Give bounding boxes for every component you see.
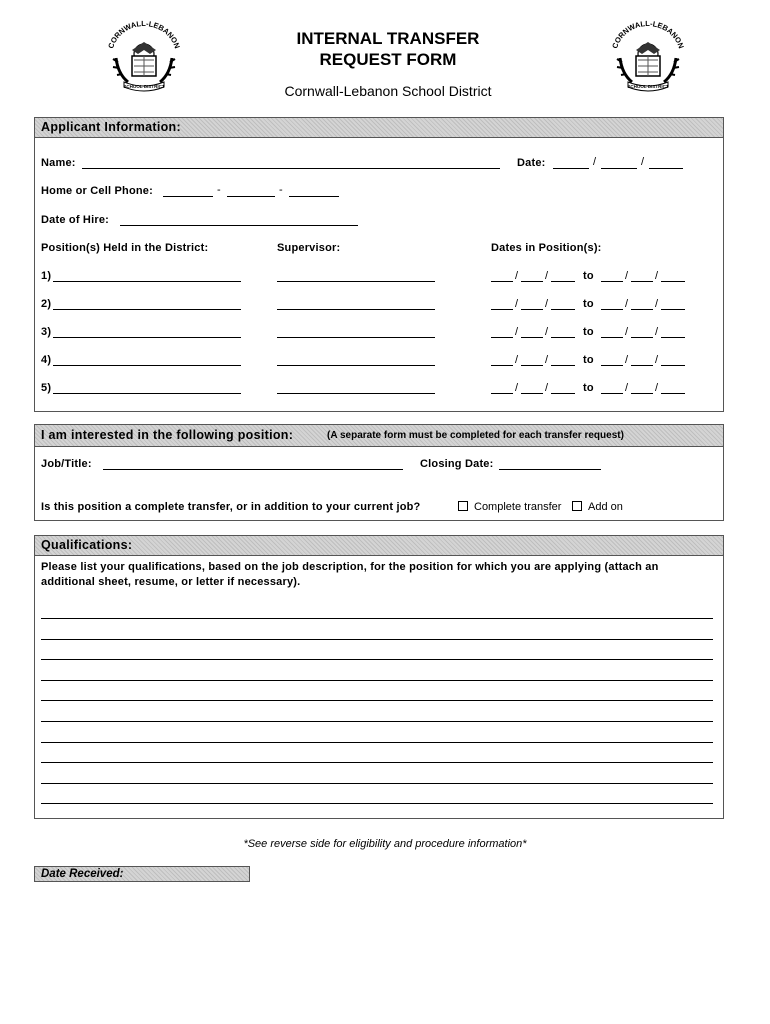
date-sep: / bbox=[655, 270, 659, 282]
qualifications-line[interactable] bbox=[41, 618, 713, 619]
district-seal-logo-left bbox=[94, 16, 194, 96]
date-month-field[interactable] bbox=[553, 168, 589, 169]
hire-date-field[interactable] bbox=[120, 225, 358, 226]
to-label: to bbox=[583, 326, 594, 338]
position-field[interactable] bbox=[53, 309, 241, 310]
from-date-field[interactable] bbox=[521, 393, 543, 394]
applicant-heading: Applicant Information: bbox=[41, 120, 181, 134]
date-sep: / bbox=[515, 326, 519, 338]
qualifications-instructions-line1: Please list your qualifications, based on the job description, for the position for which you are applying (attach an bbox=[41, 561, 659, 573]
position-section-header bbox=[35, 425, 723, 447]
to-date-field[interactable] bbox=[661, 281, 685, 282]
from-date-field[interactable] bbox=[491, 365, 513, 366]
position-row-number: 2) bbox=[41, 298, 52, 310]
to-date-field[interactable] bbox=[661, 337, 685, 338]
from-date-field[interactable] bbox=[521, 365, 543, 366]
to-date-field[interactable] bbox=[661, 309, 685, 310]
to-date-field[interactable] bbox=[661, 365, 685, 366]
add-on-checkbox[interactable] bbox=[572, 501, 582, 511]
date-sep: / bbox=[625, 326, 629, 338]
job-title-field[interactable] bbox=[103, 469, 403, 470]
position-field[interactable] bbox=[53, 393, 241, 394]
form-title-line2: REQUEST FORM bbox=[319, 50, 457, 69]
to-date-field[interactable] bbox=[661, 393, 685, 394]
reverse-side-note: *See reverse side for eligibility and procedure information* bbox=[243, 838, 527, 850]
qualifications-line[interactable] bbox=[41, 680, 713, 681]
district-seal-logo-right bbox=[598, 16, 698, 96]
to-date-field[interactable] bbox=[601, 365, 623, 366]
form-title bbox=[250, 28, 526, 70]
from-date-field[interactable] bbox=[551, 281, 575, 282]
supervisor-field[interactable] bbox=[277, 337, 435, 338]
to-date-field[interactable] bbox=[631, 309, 653, 310]
to-date-field[interactable] bbox=[601, 309, 623, 310]
supervisor-field[interactable] bbox=[277, 365, 435, 366]
phone-area-field[interactable] bbox=[163, 196, 213, 197]
from-date-field[interactable] bbox=[521, 281, 543, 282]
phone-prefix-field[interactable] bbox=[227, 196, 275, 197]
position-row-number: 5) bbox=[41, 382, 52, 394]
date-sep: / bbox=[655, 354, 659, 366]
supervisor-column-header: Supervisor: bbox=[277, 242, 341, 254]
name-field[interactable] bbox=[82, 168, 500, 169]
qualifications-line[interactable] bbox=[41, 721, 713, 722]
date-sep: / bbox=[545, 354, 549, 366]
phone-sep: - bbox=[217, 184, 221, 196]
qualifications-section-header bbox=[35, 536, 723, 556]
district-name: Cornwall-Lebanon School District bbox=[284, 83, 492, 99]
position-field[interactable] bbox=[53, 337, 241, 338]
date-sep: / bbox=[545, 270, 549, 282]
from-date-field[interactable] bbox=[491, 337, 513, 338]
from-date-field[interactable] bbox=[551, 309, 575, 310]
date-sep: / bbox=[545, 382, 549, 394]
date-label: Date: bbox=[517, 157, 546, 169]
qualifications-section bbox=[34, 535, 724, 819]
position-section bbox=[34, 424, 724, 521]
qualifications-line[interactable] bbox=[41, 742, 713, 743]
position-row-number: 4) bbox=[41, 354, 52, 366]
date-sep: / bbox=[625, 382, 629, 394]
date-received-box[interactable] bbox=[34, 866, 250, 882]
phone-line-field[interactable] bbox=[289, 196, 339, 197]
date-sep: / bbox=[515, 354, 519, 366]
to-label: to bbox=[583, 270, 594, 282]
transfer-question: Is this position a complete transfer, or in addition to your current job? bbox=[41, 501, 421, 513]
svg-text:CORNWALL-LEBANON: CORNWALL-LEBANON bbox=[106, 18, 182, 50]
date-sep: / bbox=[625, 270, 629, 282]
svg-text:SCHOOL DISTRICT: SCHOOL DISTRICT bbox=[123, 84, 165, 89]
date-sep: / bbox=[655, 382, 659, 394]
qualifications-line[interactable] bbox=[41, 700, 713, 701]
from-date-field[interactable] bbox=[521, 337, 543, 338]
qualifications-instructions-line2: additional sheet, resume, or letter if necessary). bbox=[41, 576, 301, 588]
svg-text:CORNWALL-LEBANON: CORNWALL-LEBANON bbox=[610, 18, 686, 50]
date-sep: / bbox=[545, 326, 549, 338]
qualifications-heading: Qualifications: bbox=[41, 538, 133, 552]
date-sep: / bbox=[655, 326, 659, 338]
position-row-number: 1) bbox=[41, 270, 52, 282]
complete-transfer-checkbox[interactable] bbox=[458, 501, 468, 511]
to-date-field[interactable] bbox=[601, 337, 623, 338]
qualifications-line[interactable] bbox=[41, 803, 713, 804]
date-sep: / bbox=[625, 298, 629, 310]
date-sep: / bbox=[515, 270, 519, 282]
qualifications-line[interactable] bbox=[41, 783, 713, 784]
closing-date-field[interactable] bbox=[499, 469, 601, 470]
to-label: to bbox=[583, 354, 594, 366]
phone-label: Home or Cell Phone: bbox=[41, 185, 153, 197]
from-date-field[interactable] bbox=[521, 309, 543, 310]
qualifications-line[interactable] bbox=[41, 762, 713, 763]
to-label: to bbox=[583, 298, 594, 310]
to-date-field[interactable] bbox=[601, 281, 623, 282]
hire-label: Date of Hire: bbox=[41, 214, 109, 226]
form-title-line1: INTERNAL TRANSFER bbox=[296, 29, 480, 48]
supervisor-field[interactable] bbox=[277, 393, 435, 394]
from-date-field[interactable] bbox=[551, 393, 575, 394]
phone-sep: - bbox=[279, 184, 283, 196]
complete-transfer-label: Complete transfer bbox=[474, 501, 562, 513]
supervisor-field[interactable] bbox=[277, 281, 435, 282]
date-year-field[interactable] bbox=[649, 168, 683, 169]
from-date-field[interactable] bbox=[491, 309, 513, 310]
date-received-label: Date Received: bbox=[41, 868, 124, 880]
add-on-label: Add on bbox=[588, 501, 623, 513]
from-date-field[interactable] bbox=[551, 337, 575, 338]
svg-text:SCHOOL DISTRICT: SCHOOL DISTRICT bbox=[627, 84, 669, 89]
to-date-field[interactable] bbox=[631, 393, 653, 394]
position-row-number: 3) bbox=[41, 326, 52, 338]
to-date-field[interactable] bbox=[631, 337, 653, 338]
date-day-field[interactable] bbox=[601, 168, 637, 169]
to-date-field[interactable] bbox=[631, 281, 653, 282]
applicant-section-header bbox=[35, 118, 723, 138]
qualifications-line[interactable] bbox=[41, 639, 713, 640]
qualifications-line[interactable] bbox=[41, 659, 713, 660]
closing-date-label: Closing Date: bbox=[420, 458, 494, 470]
job-title-label: Job/Title: bbox=[41, 458, 92, 470]
date-sep: / bbox=[625, 354, 629, 366]
to-date-field[interactable] bbox=[631, 365, 653, 366]
supervisor-field[interactable] bbox=[277, 309, 435, 310]
position-field[interactable] bbox=[53, 281, 241, 282]
date-sep: / bbox=[593, 156, 597, 168]
name-label: Name: bbox=[41, 157, 76, 169]
from-date-field[interactable] bbox=[491, 281, 513, 282]
dates-column-header: Dates in Position(s): bbox=[491, 242, 602, 254]
positions-column-header: Position(s) Held in the District: bbox=[41, 242, 209, 254]
to-date-field[interactable] bbox=[601, 393, 623, 394]
date-sep: / bbox=[545, 298, 549, 310]
to-label: to bbox=[583, 382, 594, 394]
applicant-section bbox=[34, 117, 724, 412]
position-note: (A separate form must be completed for each transfer request) bbox=[327, 430, 624, 441]
from-date-field[interactable] bbox=[491, 393, 513, 394]
from-date-field[interactable] bbox=[551, 365, 575, 366]
date-sep: / bbox=[515, 298, 519, 310]
position-heading: I am interested in the following position: bbox=[41, 428, 294, 442]
date-sep: / bbox=[655, 298, 659, 310]
date-sep: / bbox=[641, 156, 645, 168]
position-field[interactable] bbox=[53, 365, 241, 366]
date-sep: / bbox=[515, 382, 519, 394]
